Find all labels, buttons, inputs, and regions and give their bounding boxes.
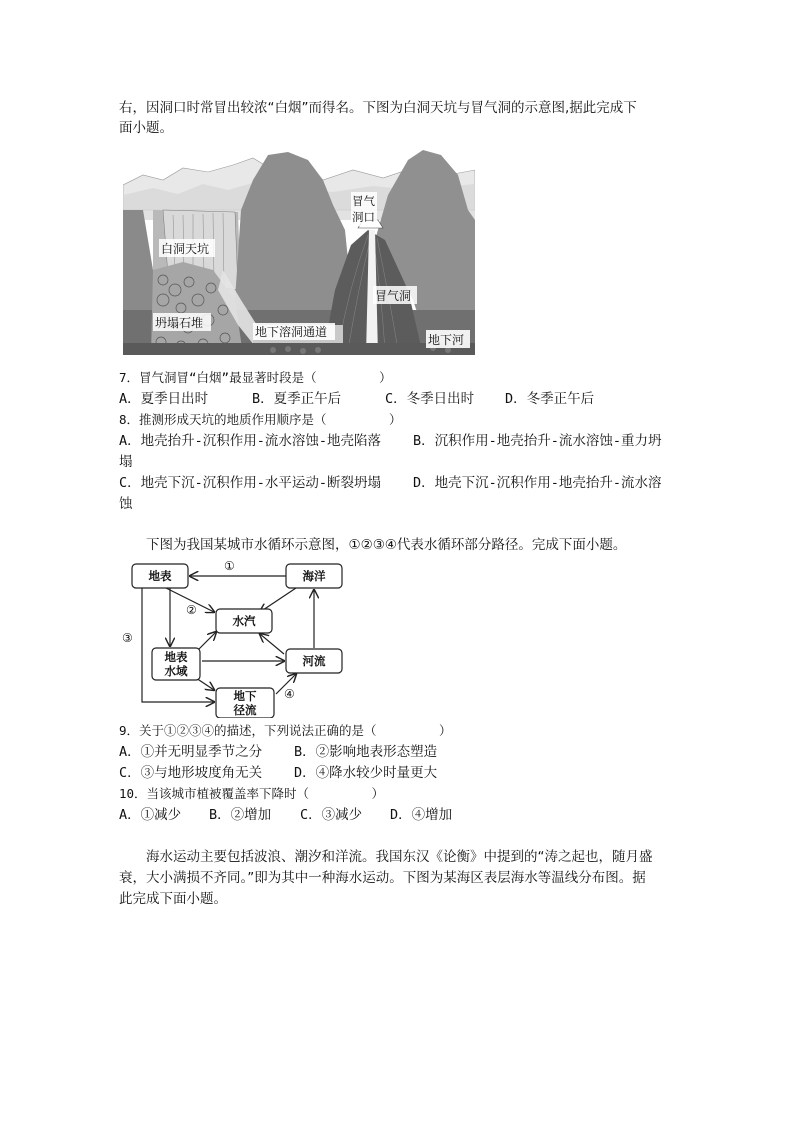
- q10-option-a: A．①减少: [119, 807, 182, 823]
- label-rubble: 坍塌石堆: [155, 316, 204, 330]
- tiankeng-diagram: [123, 150, 475, 355]
- q8-option-b-continued: 塌: [119, 454, 133, 470]
- label-tiankeng: 白洞天坑: [161, 242, 210, 256]
- label-river: 地下河: [428, 333, 465, 347]
- node-surface: 地表: [148, 569, 172, 583]
- path-label-1: ①: [224, 559, 235, 573]
- q8-option-a: A．地壳抬升-沉积作用-流水溶蚀-地壳陷落: [119, 433, 382, 449]
- label-vent-bottom: 洞口: [352, 210, 375, 224]
- node-ocean: 海洋: [302, 569, 326, 583]
- label-steam-cave: 冒气洞: [375, 289, 412, 303]
- node-waterbody-line2: 水域: [164, 664, 188, 678]
- q9-option-d: D．④降水较少时量更大: [294, 765, 438, 781]
- intro2: 下图为我国某城市水循环示意图，①②③④代表水循环部分路径。完成下面小题。: [146, 537, 627, 553]
- node-river: 河流: [302, 654, 326, 668]
- q7-option-c: C．冬季日出时: [385, 391, 475, 407]
- q7-stem: 7．冒气洞冒“白烟”最显著时段是（ ）: [119, 370, 392, 385]
- node-vapor: 水汽: [232, 614, 256, 628]
- node-underground-line1: 地下: [233, 689, 257, 703]
- node-underground-line2: 径流: [233, 703, 257, 717]
- q9-option-a: A．①并无明显季节之分: [119, 744, 263, 760]
- q8-option-d-continued: 蚀: [119, 496, 133, 512]
- intro-line-2: 面小题。: [119, 120, 173, 136]
- q10-stem: 10．当该城市植被覆盖率下降时（ ）: [119, 786, 385, 801]
- intro3-line-3: 此完成下面小题。: [119, 891, 227, 907]
- q8-option-d: D．地壳下沉-沉积作用-地壳抬升-流水溶: [413, 475, 662, 491]
- node-waterbody-line1: 地表: [164, 650, 188, 664]
- q8-option-c: C．地壳下沉-沉积作用-水平运动-断裂坍塌: [119, 475, 382, 491]
- path-label-4: ④: [284, 687, 295, 701]
- intro3-line-1: 海水运动主要包括波浪、潮汐和洋流。我国东汉《论衡》中提到的“涛之起也，随月盛: [146, 849, 653, 865]
- q7-option-b: B．夏季正午后: [252, 391, 342, 407]
- label-vent-top: 冒气: [352, 194, 375, 208]
- intro3-line-2: 衰，大小满损不齐同。”即为其中一种海水运动。下图为某海区表层海水等温线分布图。据: [119, 870, 646, 886]
- path-label-3: ③: [122, 631, 133, 645]
- q7-option-a: A．夏季日出时: [119, 391, 209, 407]
- water-cycle-diagram: [118, 556, 358, 718]
- q9-option-b: B．②影响地表形态塑造: [294, 744, 438, 760]
- q10-option-b: B．②增加: [209, 807, 272, 823]
- q9-option-c: C．③与地形坡度角无关: [119, 765, 263, 781]
- q7-option-d: D．冬季正午后: [505, 391, 595, 407]
- path-label-2: ②: [186, 603, 197, 617]
- q10-option-c: C．③减少: [300, 807, 363, 823]
- q8-option-b: B．沉积作用-地壳抬升-流水溶蚀-重力坍: [413, 433, 662, 449]
- q8-stem: 8．推测形成天坑的地质作用顺序是（ ）: [119, 412, 402, 427]
- label-channel: 地下溶洞通道: [255, 325, 328, 339]
- q10-option-d: D．④增加: [390, 807, 453, 823]
- q9-stem: 9．关于①②③④的描述，下列说法正确的是（ ）: [119, 723, 452, 738]
- intro-line-1: 右，因洞口时常冒出较浓“白烟”而得名。下图为白洞天坑与冒气洞的示意图,据此完成下: [119, 100, 637, 116]
